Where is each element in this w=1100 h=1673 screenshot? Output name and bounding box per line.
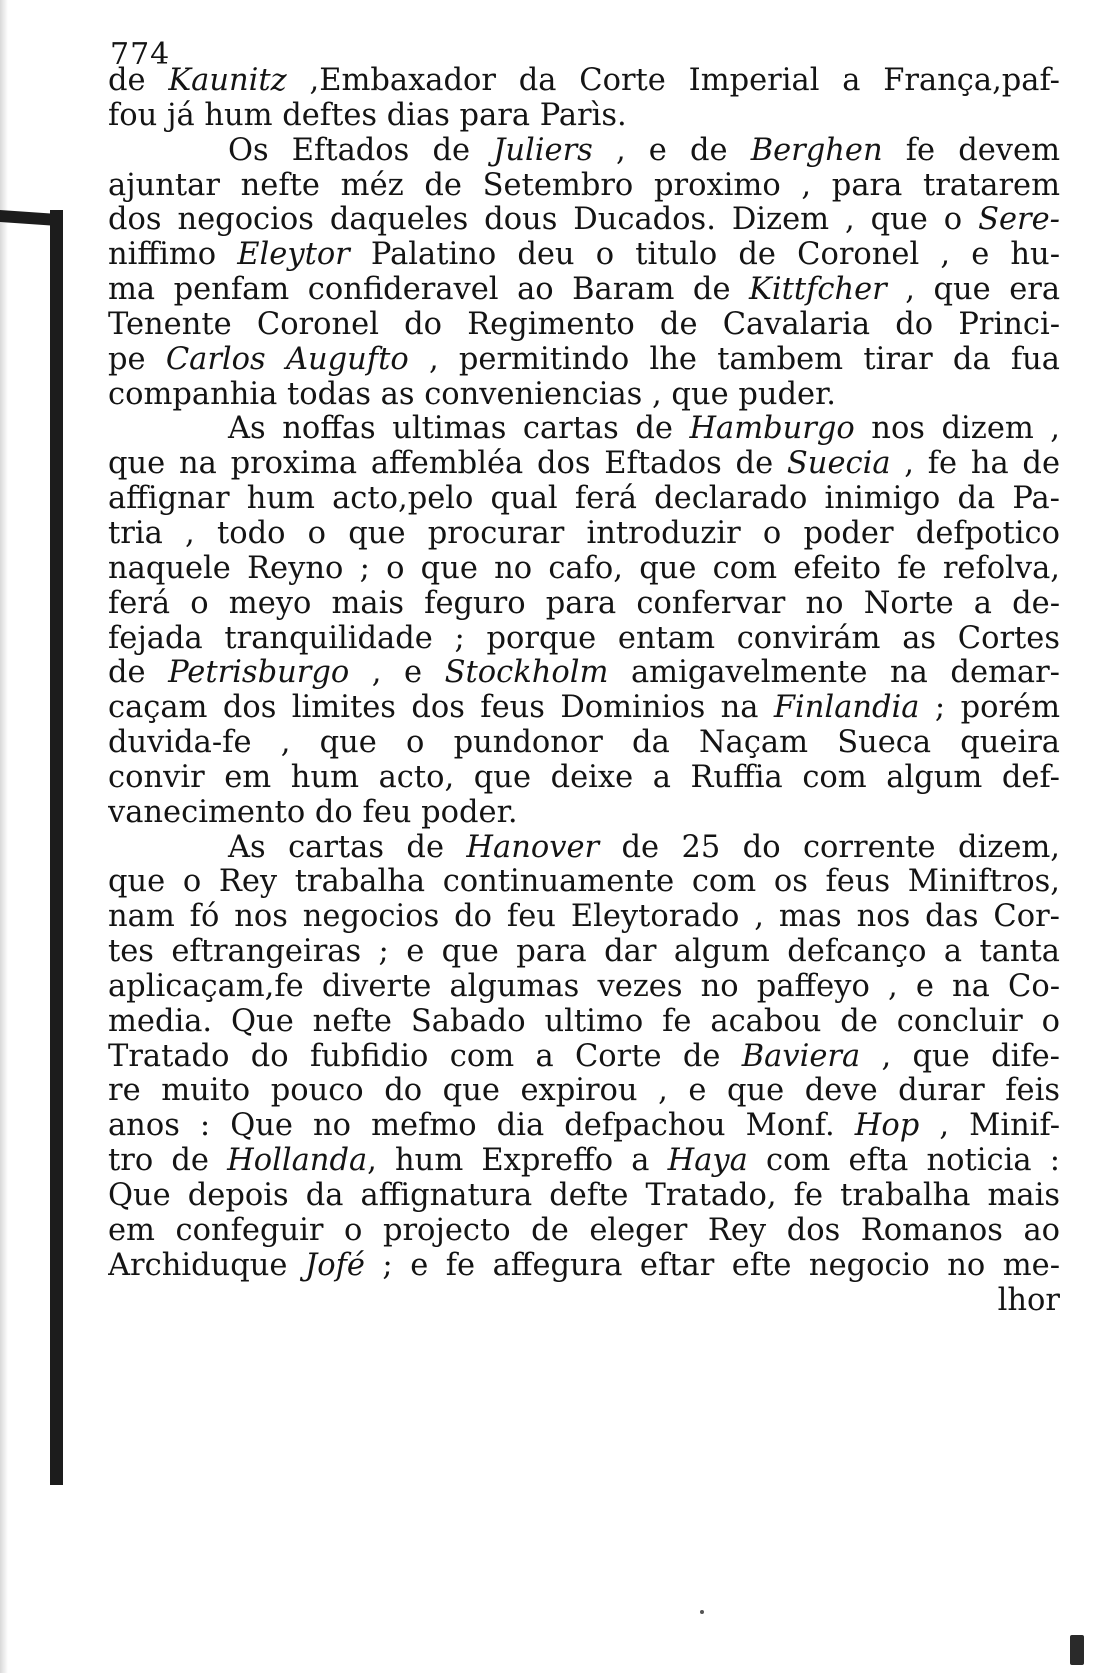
text-segment: ; porém <box>919 691 1060 726</box>
italic-segment: Jofé <box>304 1248 365 1283</box>
text-segment: fou já hum deftes dias para Parìs. <box>108 98 627 133</box>
italic-segment: Hollanda <box>227 1144 368 1179</box>
text-segment: , fe ha de <box>890 447 1060 482</box>
italic-segment: Kaunitz <box>168 64 287 98</box>
text-line <box>108 1109 1060 1144</box>
text-segment: tria , todo o que procurar introduzir o poder defpotico <box>108 516 1060 551</box>
italic-segment: Berghen <box>750 133 883 168</box>
text-segment: pe <box>108 342 166 377</box>
body-text <box>108 64 1060 1318</box>
text-segment: tes eftrangeiras ; e que para dar algum defcanço a tanta <box>108 935 1060 970</box>
italic-segment: Baviera <box>741 1039 861 1074</box>
italic-segment: Sere- <box>978 203 1060 238</box>
text-segment: Tenente Coronel do Regimento de Cavalaria do Princi- <box>108 307 1060 342</box>
text-segment: ma penfam confideravel ao Baram de <box>108 273 750 308</box>
text-line <box>108 691 1060 726</box>
text-segment: de <box>108 656 169 691</box>
binding-bar <box>50 210 63 1485</box>
text-segment: que o Rey trabalha continuamente com os feus Miniftros, <box>108 865 1060 900</box>
text-line <box>108 761 1060 796</box>
italic-segment: Hamburgo <box>689 412 855 447</box>
text-segment: ferá o meyo mais feguro para confervar no Norte a de- <box>108 586 1060 621</box>
text-line <box>108 900 1060 935</box>
text-line <box>108 865 1060 900</box>
text-segment: , e de <box>592 133 751 168</box>
text-segment: amigavelmente na demar- <box>608 656 1060 691</box>
text-segment: nam fó nos negocios do feu Eleytorado , mas nos das Cor- <box>108 900 1060 935</box>
text-segment: ,Embaxador da Corte Imperial a França,paf- <box>286 64 1060 98</box>
italic-segment: Finlandia <box>773 691 920 726</box>
italic-segment: Stockholm <box>444 656 609 691</box>
text-segment: fejada tranquilidade ; porque entam convirám as Cortes <box>108 621 1060 656</box>
text-segment: com efta noticia : <box>747 1144 1060 1179</box>
ink-speck <box>700 1610 704 1614</box>
italic-segment: Petrisburgo <box>168 656 350 691</box>
text-line <box>108 238 1060 273</box>
text-segment: , hum Expreffo a <box>367 1144 668 1179</box>
text-line <box>108 831 1060 866</box>
text-segment: Que depois da affignatura defte Tratado, fe trabalha mais <box>108 1179 1060 1213</box>
text-line <box>108 552 1060 587</box>
text-segment: re muito pouco do que expirou , e que deve durar feis <box>108 1074 1060 1109</box>
italic-segment: Eleytor <box>237 238 350 273</box>
text-segment: em confeguir o projecto de eleger Rey dos Romanos ao <box>108 1213 1060 1248</box>
text-segment: caçam dos limites dos feus Dominios na <box>108 691 774 726</box>
text-segment: niffimo <box>108 238 238 273</box>
text-line <box>108 796 1060 831</box>
text-segment: Tratado do fubfidio com a Corte de <box>108 1039 742 1074</box>
text-segment: lhor <box>997 1283 1060 1318</box>
page-number: 774 <box>110 37 171 72</box>
text-segment: duvida-fe , que o pundonor da Naçam Sueca queira <box>108 726 1060 761</box>
text-segment: que na proxima affembléa dos Eftados de <box>108 447 787 482</box>
text-segment: Archiduque <box>108 1248 305 1283</box>
text-segment: ajuntar nefte méz de Setembro proximo , para tratarem <box>108 168 1060 203</box>
ink-mark <box>1070 1635 1084 1665</box>
text-line <box>108 587 1060 622</box>
text-segment: As noffas ultimas cartas de <box>228 412 690 447</box>
text-segment: , que era <box>886 273 1060 308</box>
text-line <box>108 1284 1060 1319</box>
text-segment: de <box>108 64 169 98</box>
text-line <box>108 1144 1060 1179</box>
text-line <box>108 447 1060 482</box>
text-line <box>108 412 1060 447</box>
text-line <box>108 970 1060 1005</box>
text-segment: fe devem <box>882 133 1060 168</box>
text-line <box>108 517 1060 552</box>
text-segment: , Minif- <box>919 1109 1060 1144</box>
text-line <box>108 935 1060 970</box>
text-segment: media. Que nefte Sabado ultimo fe acabou de concluir o <box>108 1004 1060 1039</box>
page-edge-shadow <box>0 0 8 1673</box>
text-segment: , e <box>349 656 445 691</box>
text-line <box>108 308 1060 343</box>
text-segment: tro de <box>108 1144 228 1179</box>
text-line <box>108 726 1060 761</box>
italic-segment: Hop <box>854 1109 920 1144</box>
italic-segment: Suecia <box>786 447 891 482</box>
text-line <box>108 1179 1060 1214</box>
text-segment: Palatino deu o titulo de Coronel , e hu- <box>349 238 1060 273</box>
text-line <box>108 1074 1060 1109</box>
text-segment: de 25 do corrente dizem, <box>599 830 1060 865</box>
text-segment: naquele Reyno ; o que no cafo, que com efeito fe refolva, <box>108 551 1060 586</box>
text-segment: nos dizem , <box>854 412 1060 447</box>
italic-segment: Juliers <box>493 133 593 168</box>
text-segment: ; e fe affegura eftar efte negocio no me- <box>364 1248 1060 1283</box>
text-line <box>108 622 1060 657</box>
italic-segment: Kittfcher <box>749 273 887 308</box>
text-segment: dos negocios daqueles dous Ducados. Dizem , que o <box>108 203 979 238</box>
text-line <box>108 656 1060 691</box>
text-line <box>108 343 1060 378</box>
text-line <box>108 99 1060 134</box>
text-segment: vanecimento do feu poder. <box>108 795 518 830</box>
text-line <box>108 169 1060 204</box>
text-segment: companhia todas as conveniencias , que puder. <box>108 377 836 412</box>
text-segment: , permitindo lhe tambem tirar da fua <box>408 342 1060 377</box>
text-segment: affignar hum acto,pelo qual ferá declarado inimigo da Pa- <box>108 482 1060 517</box>
text-segment: anos : Que no mefmo dia defpachou Monf. <box>108 1109 855 1144</box>
text-line <box>108 1005 1060 1040</box>
text-line <box>108 273 1060 308</box>
text-line <box>108 134 1060 169</box>
text-segment: Os Eftados de <box>228 133 494 168</box>
text-line <box>108 378 1060 413</box>
text-line <box>108 64 1060 99</box>
italic-segment: Carlos Augufto <box>165 342 409 377</box>
text-line <box>108 482 1060 517</box>
text-line <box>108 1214 1060 1249</box>
text-segment: aplicaçam,fe diverte algumas vezes no paffeyo , e na Co- <box>108 969 1060 1004</box>
text-line <box>108 1249 1060 1284</box>
italic-segment: Hanover <box>466 830 600 865</box>
text-line <box>108 203 1060 238</box>
italic-segment: Haya <box>667 1144 748 1179</box>
text-segment: , que dife- <box>860 1039 1060 1074</box>
text-segment: convir em hum acto, que deixe a Ruffia com algum def- <box>108 760 1060 795</box>
text-segment: As cartas de <box>228 830 467 865</box>
text-line <box>108 1040 1060 1075</box>
